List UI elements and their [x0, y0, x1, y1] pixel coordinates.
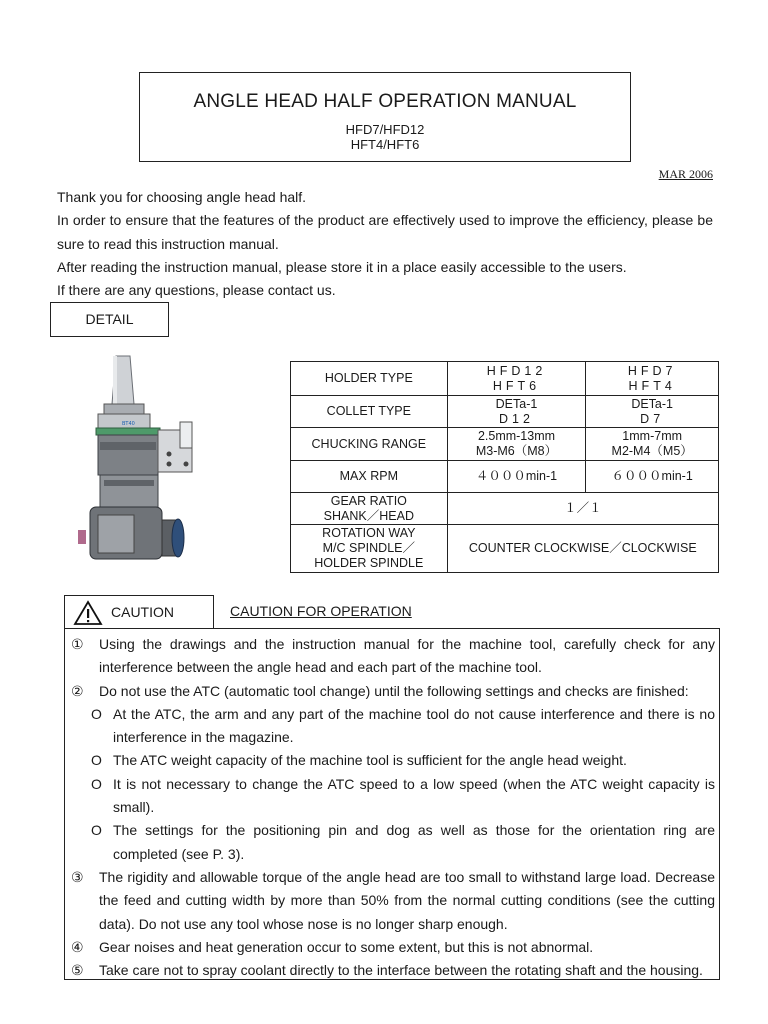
angle-head-photo: [68, 352, 228, 567]
intro-text: [57, 186, 713, 302]
table-row: [291, 396, 719, 428]
title-box: [139, 72, 631, 162]
table-cell: HFD7 HFT4: [586, 362, 719, 396]
caution-item: [71, 959, 715, 982]
detail-label: DETAIL: [50, 302, 169, 337]
table-cell: DETa-1 D12: [447, 396, 586, 428]
table-cell: HFD12 HFT6: [447, 362, 586, 396]
caution-tab: [64, 595, 214, 629]
document-date: MAR 2006: [658, 167, 713, 181]
table-row: [291, 525, 719, 573]
intro-line: Thank you for choosing angle head half.: [57, 189, 307, 205]
model-line-1: HFD7/HFD12: [345, 122, 425, 137]
item-number: ⑤: [71, 962, 84, 979]
table-cell: 2.5mm-13mm M3-M6（M8）: [447, 428, 586, 461]
item-number: ①: [71, 636, 84, 652]
table-row: [291, 461, 719, 493]
caution-item: [71, 633, 715, 680]
caution-title: CAUTION FOR OPERATION: [230, 603, 412, 619]
caution-label: CAUTION: [111, 604, 174, 620]
row-label: GEAR RATIO SHANK／HEAD: [291, 493, 448, 525]
item-text: The rigidity and allowable torque of the angle head are too small to withstand large load. Decrease the feed and cutting width by more than 50% from the normal cutting conditions (see the cutting data). Do not use any tool whose nose is no longer sharp enough.: [99, 868, 715, 932]
item-number: ③: [71, 868, 84, 885]
item-text: Gear noises and heat generation occur to some extent, but this is not abnormal.: [99, 938, 594, 955]
model-line-2: HFT4/HFT6: [350, 137, 420, 152]
sub-item-text: It is not necessary to change the ATC speed to a low speed (when the ATC weight capacity is small).: [113, 775, 715, 816]
intro-line: In order to ensure that the features of the product are effectively used to improve the efficiency, please be sure to read this instruction manual.: [57, 212, 713, 252]
circle-bullet: O: [91, 822, 102, 839]
row-label: HOLDER TYPE: [291, 362, 448, 396]
sub-item-text: At the ATC, the arm and any part of the machine tool do not cause interference and there is no interference in the magazine.: [113, 705, 715, 746]
caution-sub-item: [71, 749, 715, 772]
row-label: CHUCKING RANGE: [291, 428, 448, 461]
circle-bullet: O: [91, 705, 102, 722]
table-cell: １／１: [447, 493, 718, 525]
item-text: Using the drawings and the instruction manual for the machine tool, carefully check for any interference between the angle head and each part of the machine tool.: [99, 636, 715, 676]
sub-item-text: The settings for the positioning pin and dog as well as those for the orientation ring are completed (see P. 3).: [113, 822, 715, 862]
table-cell: ４０００min-1: [447, 461, 586, 493]
item-number: ②: [71, 682, 84, 699]
table-cell: ６０００min-1: [586, 461, 719, 493]
item-text: Do not use the ATC (automatic tool change) until the following settings and checks are finished:: [99, 682, 689, 699]
caution-sub-item: [71, 703, 715, 750]
row-label: ROTATION WAY M/C SPINDLE／ HOLDER SPINDLE: [291, 525, 448, 573]
table-cell: 1mm-7mm M2-M4（M5）: [586, 428, 719, 461]
table-cell: DETa-1 D7: [586, 396, 719, 428]
document-title: ANGLE HEAD HALF OPERATION MANUAL: [193, 91, 577, 112]
item-text: Take care not to spray coolant directly to the interface between the rotating shaft and the housing.: [99, 962, 703, 979]
item-number: ④: [71, 938, 84, 955]
row-label: MAX RPM: [291, 461, 448, 493]
caution-box: [64, 628, 720, 980]
row-label: COLLET TYPE: [291, 396, 448, 428]
caution-sub-item: [71, 773, 715, 820]
caution-sub-item: [71, 819, 715, 866]
caution-item: [71, 680, 715, 703]
table-cell: COUNTER CLOCKWISE／CLOCKWISE: [447, 525, 718, 573]
caution-item: [71, 936, 715, 959]
table-row: [291, 493, 719, 525]
intro-line: If there are any questions, please contact us.: [57, 282, 336, 299]
svg-text:BT40: BT40: [122, 421, 135, 427]
circle-bullet: O: [91, 775, 102, 792]
warning-icon: [73, 600, 103, 626]
intro-line: After reading the instruction manual, please store it in a place easily accessible to the users.: [57, 258, 627, 275]
circle-bullet: O: [91, 752, 102, 769]
caution-item: [71, 866, 715, 936]
sub-item-text: The ATC weight capacity of the machine tool is sufficient for the angle head weight.: [113, 752, 627, 769]
table-row: [291, 428, 719, 461]
table-row: [291, 362, 719, 396]
spec-table: [290, 361, 719, 573]
